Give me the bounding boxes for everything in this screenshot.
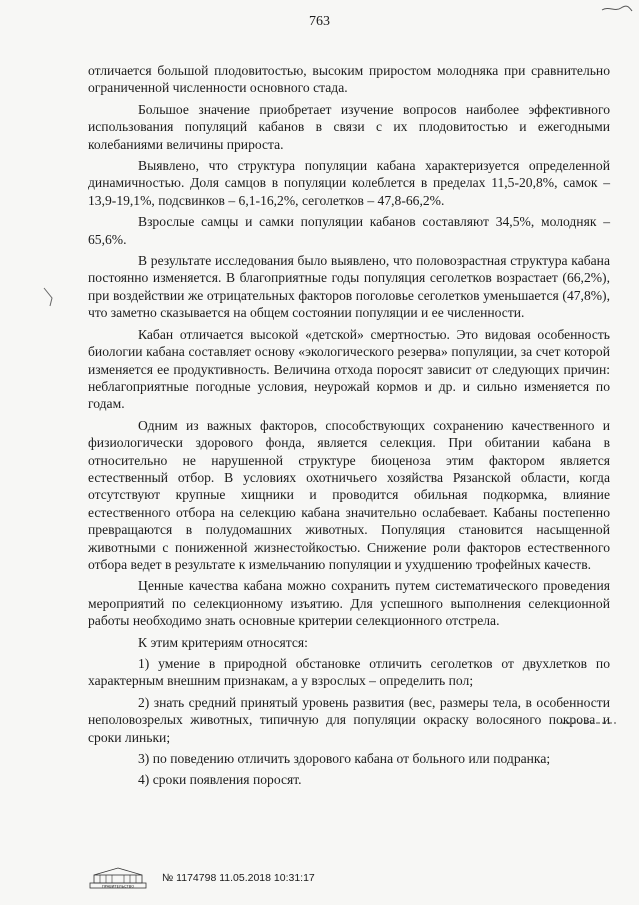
page-number: 763 [309,14,330,29]
paragraph-5: В результате исследования было выявлено, что половозрастная структура кабана постоянно изменяется. В благоприятные годы популяция сеголетков возрастает (66,2%), при воздействии же отрицательных факторов поголовье сеголетков уменьшается (47,8%), что заметно сказывается на общем состоянии популяции и ее численности. [88,253,610,321]
document-body [88,62,610,789]
dash-pen-mark [560,720,616,726]
paragraph-9: К этим критериям относятся: [138,634,308,650]
paragraph-4: Взрослые самцы и самки популяции кабанов составляют 34,5%, молодняк – 65,6%. [88,214,610,247]
paragraph-3: Выявлено, что структура популяции кабана характеризуется определенной динамичностью. Доля самцов в популяции колеблется в пределах 11,5-20,8%, самок – 13,9-19,1%, подсвинков – 6,1-16,2%, сеголетков – 47,8-66,2%. [88,158,610,208]
corner-scan-mark [601,4,633,14]
criterion-1: 1) умение в природной обстановке отличить сеголетков от двухлетков по характерным внешним признакам, а у взрослых – определить пол; [88,656,610,689]
registration-stamp: № 1174798 11.05.2018 10:31:17 [162,872,315,884]
government-building-icon [88,867,148,889]
paragraph-7: Одним из важных факторов, способствующих сохранению качественного и физиологически здорового фонда, является селекция. При обитании кабана в относительно не нарушенной структуре биоценоза этим фактором является естественный отбор. В условиях охотничьего хозяйства Рязанской области, когда отсутствуют крупные хищники и проводится обильная подкормка, влияние естественного отбора на селекцию кабана значительно ослабевает. Кабаны постепенно превращаются в полудомашних животных. Популяция становится насыщенной животными с пониженной жизнестойкостью. Снижение роли факторов естественного отбора ведет в результате к измельчанию популяции и ухудшению трофейных качеств. [88,417,610,572]
paragraph-1: отличается большой плодовитостью, высоким приростом молодняка при сравнительно ограниченной численности основного стада. [88,63,610,96]
margin-pen-mark [42,286,56,308]
paragraph-6: Кабан отличается высокой «детской» смертностью. Это видовая особенность биологии кабана составляет основу «экологического резерва» популяции, за счет которой изменяется ее продуктивность. Величина отхода поросят зависит от следующих причин: неблагоприятные погодные условия, неурожай кормов и др. и сильно изменяется по годам. [88,326,610,412]
footer-stamp [88,866,315,890]
criterion-3: 3) по поведению отличить здорового кабана от больного или подранка; [138,751,551,767]
paragraph-2: Большое значение приобретает изучение вопросов наиболее эффективного использования популяций кабанов в связи с их плодовитостью и ежегодными колебаниями величины прироста. [88,101,610,152]
seal-caption: ПРАВИТЕЛЬСТВО [101,884,135,889]
paragraph-8: Ценные качества кабана можно сохранить путем систематического проведения мероприятий по селекционному изъятию. Для успешного выполнения селекционной работы необходимо знать основные критерии селекционного отстрела. [88,578,610,629]
criterion-2: 2) знать средний принятый уровень развития (вес, размеры тела, в особенности неполовозрелых животных, типичную для популяции окраску волосяного покрова и сроки линьки; [88,694,610,745]
criterion-4: 4) сроки появления поросят. [138,772,302,788]
